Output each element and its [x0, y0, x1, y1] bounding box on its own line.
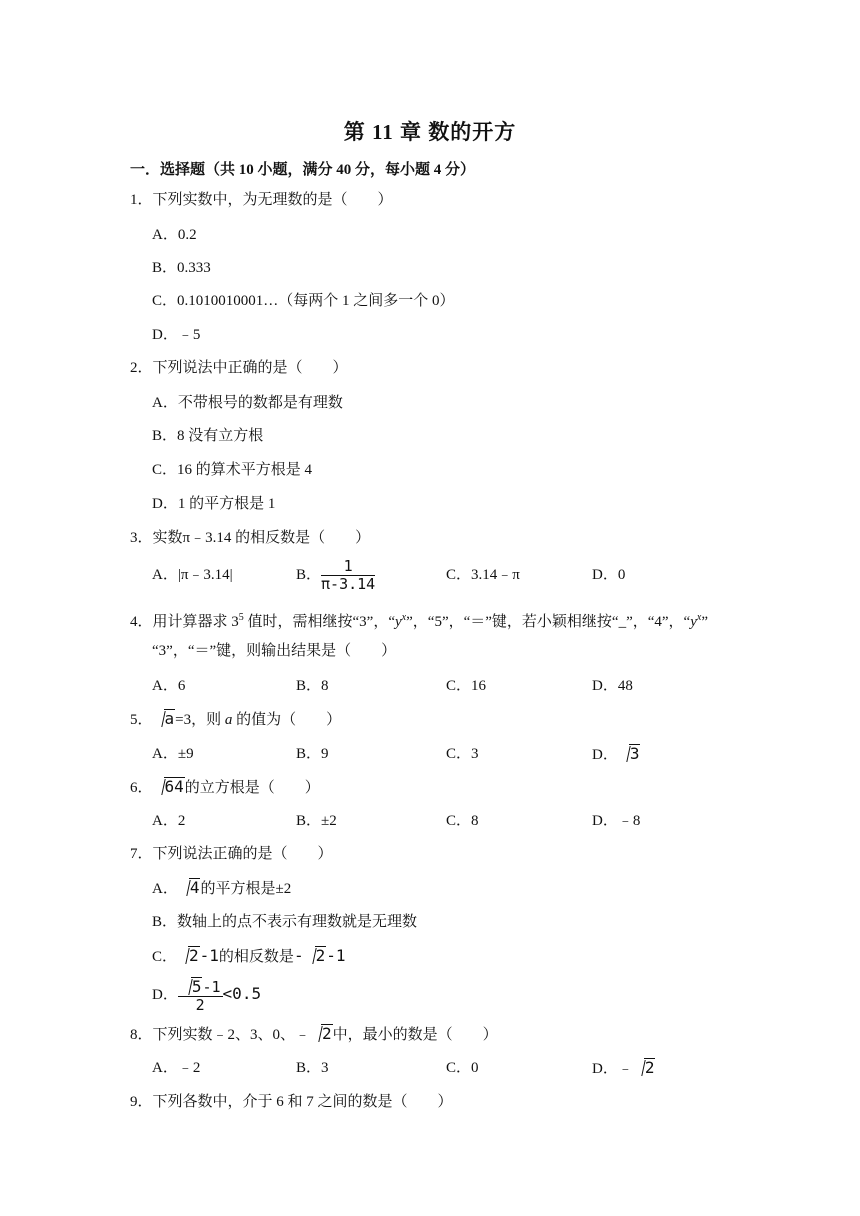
key-x: x	[696, 612, 702, 623]
question-5-option-c: C．3	[446, 746, 479, 762]
question-8-option-d	[592, 1058, 655, 1079]
key-x: x	[401, 612, 407, 623]
question-3-option-d: D．0	[592, 567, 626, 583]
math-text: -1	[199, 946, 219, 965]
question-7-option-a	[152, 878, 291, 899]
question-3-option-b	[296, 556, 375, 594]
option-text: 的平方根是±2	[200, 881, 292, 897]
question-5-option-a: A．±9	[152, 746, 194, 762]
sqrt-expression	[618, 744, 641, 764]
option-label: D．﹣	[592, 1061, 633, 1077]
option-text: 的相反数是	[218, 949, 294, 965]
math-text: <0.5	[222, 984, 262, 1003]
question-4-stem-part: ”，“4”，“	[626, 614, 691, 630]
question-2-option-a: A．不带根号的数都是有理数	[152, 395, 343, 411]
sqrt-expression	[153, 709, 176, 729]
fraction-denominator: 2	[195, 996, 205, 1015]
question-6-stem	[130, 777, 320, 798]
section-heading: 一．选择题（共 10 小题，满分 40 分，每小题 4 分）	[130, 162, 476, 178]
radicand: 3	[629, 744, 640, 763]
variable: a	[224, 712, 233, 728]
option-label: D．	[152, 987, 178, 1003]
question-number: 5．	[130, 712, 153, 728]
question-3-stem: 3．实数π﹣3.14 的相反数是（ ）	[130, 530, 371, 546]
question-4-option-a: A．6	[152, 678, 186, 694]
question-6-option-a: A．2	[152, 813, 186, 829]
key-placeholder: _	[618, 614, 627, 630]
option-label: D．	[592, 747, 618, 763]
question-5-option-d	[592, 744, 640, 765]
fraction-numerator: 1	[321, 558, 375, 576]
question-4-option-b: B．8	[296, 678, 329, 694]
question-4-stem	[130, 608, 708, 632]
key-y: y	[690, 614, 697, 630]
radicand: 64	[164, 777, 184, 796]
radicand: 5	[191, 977, 202, 997]
sqrt-expression	[310, 1024, 333, 1044]
question-number: 6．	[130, 780, 153, 796]
question-7-option-d	[152, 974, 261, 1015]
question-6-option-d: D．﹣8	[592, 813, 641, 829]
key-y: y	[395, 614, 402, 630]
option-label: A．	[152, 881, 178, 897]
fraction-denominator: π-3.14	[321, 575, 376, 594]
question-1-stem: 1．下列实数中，为无理数的是（ ）	[130, 192, 393, 208]
question-4-stem-part: ”，“5”，“＝”键，若小颖相继按“	[406, 614, 619, 630]
question-2-option-c: C．16 的算术平方根是 4	[152, 462, 313, 478]
question-2-stem: 2．下列说法中正确的是（ ）	[130, 360, 348, 376]
question-4-stem-part: 4．用计算器求 3	[130, 614, 239, 630]
question-4-stem-part: 值时，需相继按“3”，“	[243, 614, 395, 630]
radicand: 2	[644, 1058, 655, 1077]
sqrt-expression	[178, 878, 201, 898]
sqrt-expression	[180, 977, 203, 995]
question-1-option-a: A．0.2	[152, 227, 197, 243]
sqrt-expression	[633, 1058, 656, 1078]
question-7-stem: 7．下列说法正确的是（ ）	[130, 846, 333, 862]
question-9-stem: 9．下列各数中，介于 6 和 7 之间的数是（ ）	[130, 1094, 453, 1110]
question-5-stem	[130, 709, 341, 730]
math-text: -	[293, 946, 304, 965]
question-4-option-d: D．48	[592, 678, 633, 694]
radicand: 2	[322, 1024, 332, 1043]
question-3-option-a: A．|π﹣3.14|	[152, 567, 233, 583]
question-2-option-b: B．8 没有立方根	[152, 428, 264, 444]
exponent: 5	[238, 612, 244, 623]
question-6-option-c: C．8	[446, 813, 479, 829]
math-text: -1	[326, 946, 346, 965]
question-8-option-c: C．0	[446, 1060, 479, 1076]
question-3-option-b-label: B．	[296, 567, 322, 583]
radicand: 2	[315, 946, 326, 965]
sqrt-expression	[177, 946, 200, 966]
question-2-option-d: D．1 的平方根是 1	[152, 496, 276, 512]
question-6-option-b: B．±2	[296, 813, 337, 829]
math-text: -1	[202, 978, 221, 997]
fraction-numerator	[178, 977, 223, 997]
question-8-option-a: A．﹣2	[152, 1060, 201, 1076]
fraction	[178, 977, 223, 1014]
question-8-stem-part: 8．下列实数﹣2、3、0、﹣	[130, 1027, 311, 1043]
question-1-option-d: D．﹣5	[152, 327, 201, 343]
question-7-option-c	[152, 946, 345, 967]
page-title: 第 11 章 数的开方	[343, 120, 517, 144]
question-4-option-c: C．16	[446, 678, 487, 694]
question-1-option-b: B．0.333	[152, 260, 211, 276]
question-8-stem-part: 中，最小的数是（ ）	[332, 1027, 498, 1043]
question-5-stem-part: 的值为（ ）	[232, 712, 342, 728]
radicand: a	[164, 709, 175, 728]
question-7-option-b: B．数轴上的点不表示有理数就是无理数	[152, 914, 418, 930]
option-label: C．	[152, 949, 178, 965]
question-5-stem-part: =3，则	[175, 712, 225, 728]
question-8-option-b: B．3	[296, 1060, 329, 1076]
question-1-option-c: C．0.1010010001…（每两个 1 之间多一个 0）	[152, 293, 455, 309]
radicand: 4	[189, 878, 200, 897]
question-4-stem-part: ”	[701, 614, 709, 630]
sqrt-expression	[304, 946, 327, 966]
sqrt-expression	[153, 777, 185, 797]
question-5-option-b: B．9	[296, 746, 329, 762]
radicand: 2	[189, 946, 199, 965]
question-4-stem-line-2: “3”，“＝”键，则输出结果是（ ）	[152, 643, 397, 659]
question-3-option-b-fraction	[321, 558, 375, 593]
question-8-stem	[130, 1024, 498, 1045]
question-3-option-c: C．3.14﹣π	[446, 567, 520, 583]
question-6-stem-part: 的立方根是（ ）	[184, 780, 320, 796]
